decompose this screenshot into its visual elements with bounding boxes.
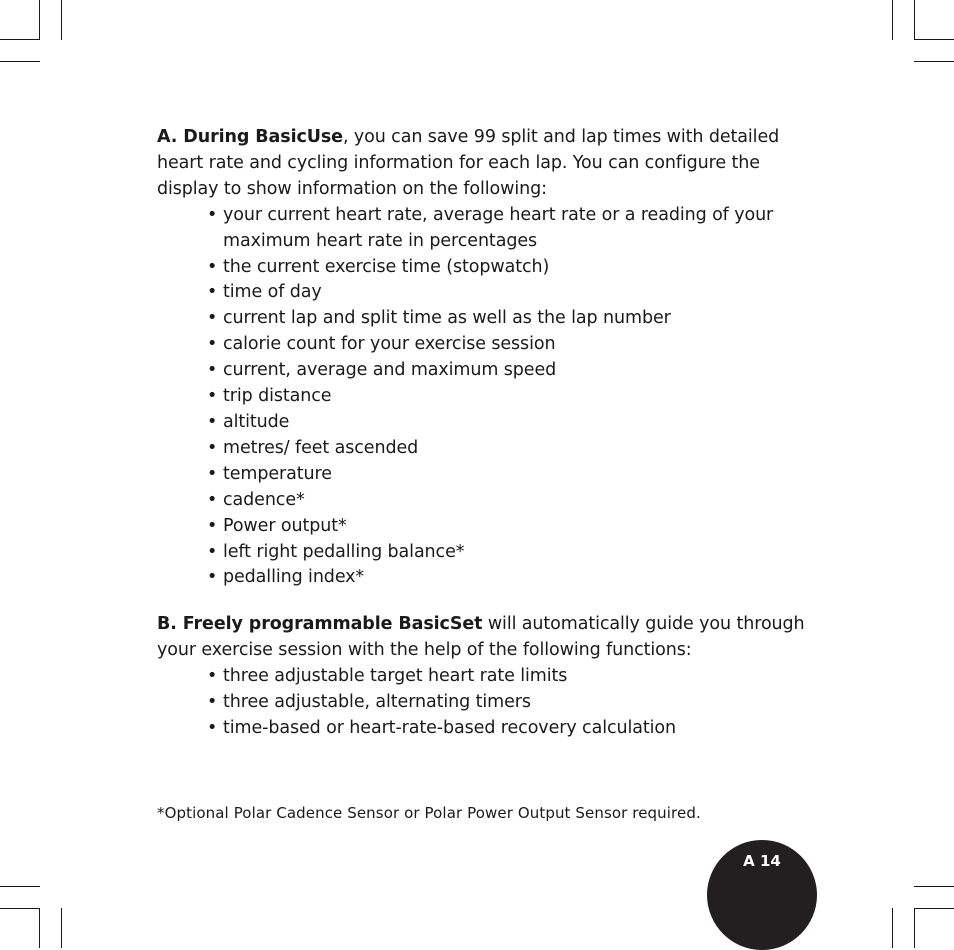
crop-mark (892, 908, 893, 948)
crop-mark (0, 39, 40, 40)
section-a-heading: A. During BasicUse (157, 127, 343, 147)
page-number-badge (707, 840, 817, 950)
crop-mark (914, 908, 915, 948)
page-number: A 14 (743, 852, 781, 870)
section-b-intro (157, 612, 817, 664)
crop-mark (0, 886, 40, 887)
crop-mark (61, 0, 62, 40)
crop-mark (0, 61, 40, 62)
crop-mark (914, 908, 954, 909)
list-item: • the current exercise time (stopwatch) (207, 255, 817, 281)
list-item: • current lap and split time as well as the lap number (207, 306, 817, 332)
list-item: • your current heart rate, average heart rate or a reading of your maximum heart rate in percentages (207, 203, 817, 255)
section-b-text: will automatically guide you through your exercise session with the help of the following functions: (157, 614, 805, 661)
section-b-list (157, 664, 817, 742)
crop-mark (914, 61, 954, 62)
list-item: • three adjustable, alternating timers (207, 690, 817, 716)
list-item: • metres/ feet ascended (207, 436, 817, 462)
main-content (157, 125, 817, 742)
section-a-list (157, 203, 817, 592)
section-a-intro (157, 125, 817, 203)
section-a-text: , you can save 99 split and lap times with detailed heart rate and cycling information for each lap. You can configure the display to show information on the following: (157, 127, 780, 199)
list-item: • three adjustable target heart rate limits (207, 664, 817, 690)
crop-mark (61, 908, 62, 948)
section-b-heading: B. Freely programmable BasicSet (157, 614, 483, 635)
list-item: • calorie count for your exercise session (207, 332, 817, 358)
footnote: *Optional Polar Cadence Sensor or Polar Power Output Sensor required. (157, 804, 701, 822)
list-item: • altitude (207, 410, 817, 436)
crop-mark (914, 39, 954, 40)
list-item: • Power output* (207, 514, 817, 540)
list-item: • time of day (207, 280, 817, 306)
crop-mark (892, 0, 893, 40)
list-item: • pedalling index* (207, 565, 817, 591)
crop-mark (914, 0, 915, 40)
crop-mark (39, 0, 40, 40)
spacer (157, 591, 817, 612)
crop-mark (0, 908, 40, 909)
list-item: • time-based or heart-rate-based recovery calculation (207, 716, 817, 742)
list-item: • current, average and maximum speed (207, 358, 817, 384)
list-item: • cadence* (207, 488, 817, 514)
list-item: • temperature (207, 462, 817, 488)
crop-mark (914, 886, 954, 887)
list-item: • left right pedalling balance* (207, 540, 817, 566)
list-item: • trip distance (207, 384, 817, 410)
crop-mark (39, 908, 40, 948)
